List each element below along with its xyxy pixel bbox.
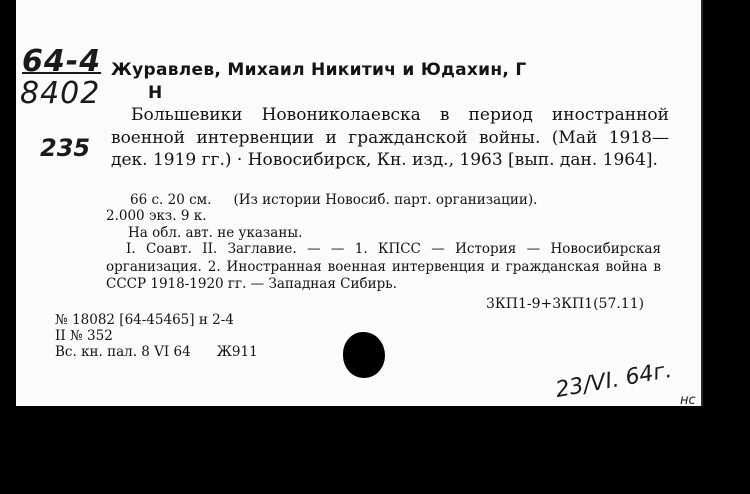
registry-line-1: № 18082 [64-45465] н 2-4: [55, 312, 234, 328]
card-edge-notch: [0, 0, 16, 406]
punch-hole: [343, 332, 385, 378]
series-note: (Из истории Новосиб. парт. организации).: [233, 192, 538, 208]
registry-line-2: II № 352: [55, 328, 113, 344]
handwritten-corner-note: нс: [680, 393, 696, 406]
handwritten-call-number-1: 64-4: [22, 44, 102, 79]
physical-description: 66 с. 20 см.: [130, 192, 212, 208]
subject-headings: I. Соавт. II. Заглавие. — — 1. КПСС — История — Новосибирская организация. 2. Иностранная военная интервенция и гражданская война в СССР 1918-1920 гг. — Западная Сибирь.: [106, 241, 661, 292]
author-line-1: Журавлев, Михаил Никитич и Юдахин, Г: [111, 60, 527, 80]
edition-info: 2.000 экз. 9 к.: [106, 208, 207, 224]
classification-code: 3КП1-9+3КП1(57.11): [486, 296, 645, 312]
physical-description-line: [130, 192, 670, 210]
registry-line-3: [55, 344, 258, 362]
registry-chamber: Вс. кн. пал. 8 VI 64: [55, 344, 191, 360]
author-note: На обл. авт. не указаны.: [128, 225, 303, 241]
handwritten-call-number-2: 8402: [20, 76, 101, 111]
registry-code: Ж911: [216, 344, 258, 360]
author-line-2: Н: [148, 83, 163, 103]
handwritten-date-note: 23/VI. 64г.: [553, 357, 674, 404]
title-block: Большевики Новониколаевска в период иностранной военной интервенции и гражданской войны. (Май 1918— дек. 1919 гг.) · Новосибирск, Кн. изд., 1963 [вып. дан. 1964].: [111, 105, 669, 170]
handwritten-margin-note: 235: [40, 134, 91, 162]
